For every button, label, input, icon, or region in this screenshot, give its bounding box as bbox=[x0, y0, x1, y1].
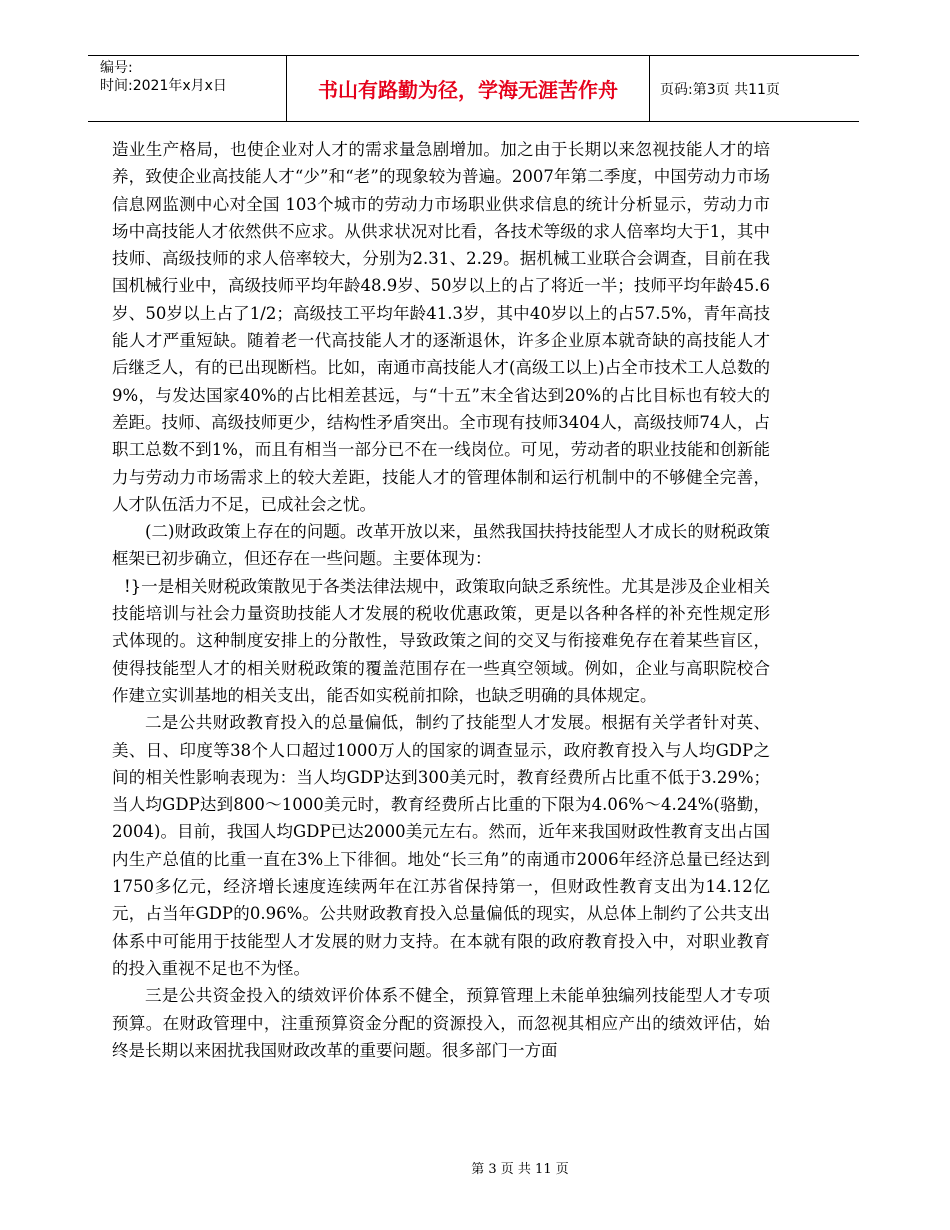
page-footer: 第 3 页 共 11 页 bbox=[471, 1162, 569, 1177]
page-header bbox=[88, 55, 859, 122]
body-paragraph-3: !}一是相关财税政策散见于各类法律法规中，政策取向缺乏系统性。尤其是涉及企业相关技能培训与社会力量资助技能人才发展的税收优惠政策，更是以各种各样的补充性规定形式体现的。这种制度安排上的分散性，导致政策之间的交叉与衔接难免存在着某些盲区，使得技能型人才的相关财税政策的覆盖范围存在一些真空领域。例如，企业与高职院校合作建立实训基地的相关支出，能否如实税前扣除，也缺乏明确的具体规定。 bbox=[112, 576, 770, 705]
body-paragraph-5: 三是公共资金投入的绩效评价体系不健全，预算管理上未能单独编列技能型人才专项预算。在财政管理中，注重预算资金分配的资源投入，而忽视其相应产出的绩效评估，始终是长期以来困扰我国财政改革的重要问题。很多部门一方面 bbox=[112, 986, 770, 1060]
header-motto: 书山有路勤为径，学海无涯苦作舟 bbox=[287, 56, 650, 121]
body-paragraph-2: (二)财政政策上存在的问题。改革开放以来，虽然我国扶持技能型人才成长的财税政策框架已初步确立，但还存在一些问题。主要体现为： bbox=[112, 522, 770, 569]
document-number-label: 编号: bbox=[100, 60, 133, 76]
body-paragraph-4: 二是公共财政教育投入的总量偏低，制约了技能型人才发展。根据有关学者针对英、美、日、印度等38个人口超过1000万人的国家的调查显示，政府教育投入与人均GDP之间的相关性影响表现为：当人均GDP达到300美元时，教育经费所占比重不低于3.29%；当人均GDP达到800～1000美元时，教育经费所占比重的下限为4.06%～4.24%(骆勤，2004)。目前，我国人均GDP已达2000美元左右。然而，近年来我国财政性教育支出占国内生产总值的比重一直在3%上下徘徊。地处“长三角”的南通市2006年经济总量已经达到1750多亿元，经济增长速度连续两年在江苏省保持第一，但财政性教育支出为14.12亿元，占当年GDP的0.96%。公共财政教育投入总量偏低的现实，从总体上制约了公共支出体系中可能用于技能型人才发展的财力支持。在本就有限的政府教育投入中，对职业教育的投入重视不足也不为怪。 bbox=[112, 713, 770, 978]
document-body bbox=[112, 136, 770, 1064]
body-paragraph-1: 造业生产格局，也使企业对人才的需求量急剧增加。加之由于长期以来忽视技能人才的培养，致使企业高技能人才“少”和“老”的现象较为普遍。2007年第二季度，中国劳动力市场信息网监测中心对全国 103个城市的劳动力市场职业供求信息的统计分析显示，劳动力市场中高技能人才依然供不应求。从供求状况对比看，各技术等级的求人倍率均大于1，其中技师、高级技师的求人倍率较大，分别为2.31、2.29。据机械工业联合会调查，目前在我国机械行业中，高级技师平均年龄48.9岁、50岁以上的占了将近一半；技师平均年龄45.6岁、50岁以上占了1/2；高级技工平均年龄41.3岁，其中40岁以上的占57.5%，青年高技能人才严重短缺。随着老一代高技能人才的逐渐退休，许多企业原本就奇缺的高技能人才后继乏人，有的已出现断档。比如，南通市高技能人才(高级工以上)占全市技术工人总数的9%，与发达国家40%的占比相差甚远，与“十五”末全省达到20%的占比目标也有较大的差距。技师、高级技师更少，结构性矛盾突出。全市现有技师3404人，高级技师74人，占职工总数不到1%，而且有相当一部分已不在一线岗位。可见，劳动者的职业技能和创新能力与劳动力市场需求上的较大差距，技能人才的管理体制和运行机制中的不够健全完善，人才队伍活力不足，已成社会之忧。 bbox=[112, 140, 770, 514]
header-meta-cell bbox=[88, 56, 287, 121]
document-date-label: 时间:2021年x月x日 bbox=[100, 78, 227, 94]
header-page-info: 页码:第3页 共11页 bbox=[660, 81, 780, 98]
